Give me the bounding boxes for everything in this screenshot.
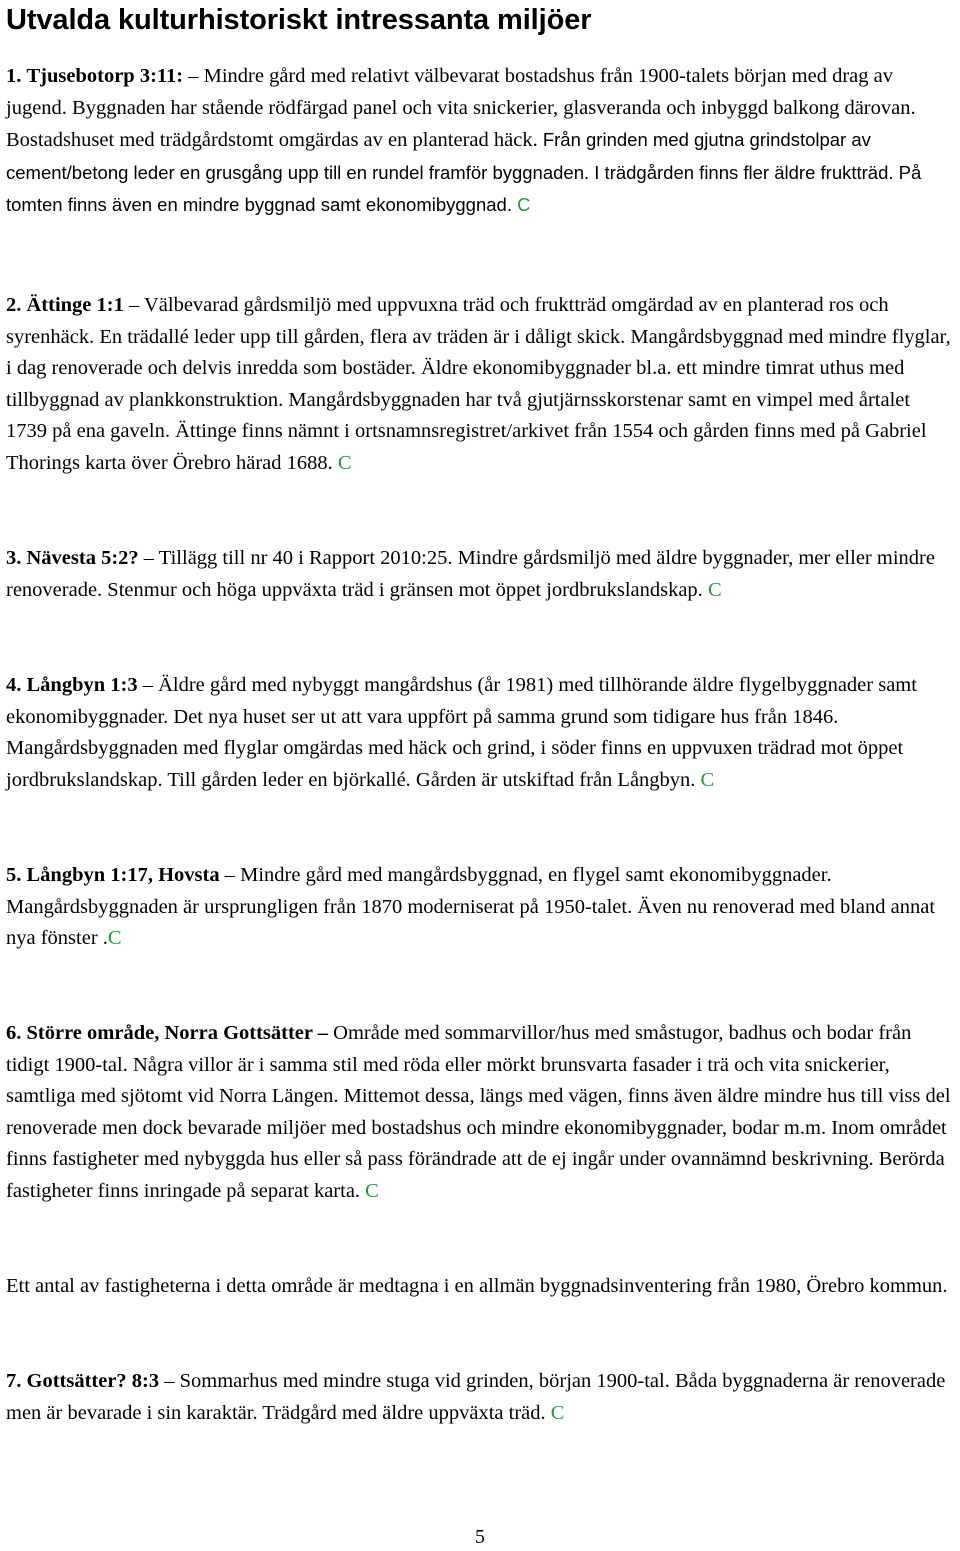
entry-5 [6,860,954,955]
entry-name: Nävesta 5:2? [26,547,139,569]
entry-name: Större område, Norra Gottsätter – [26,1022,329,1044]
entry-3 [6,543,954,606]
document-page [6,0,954,1424]
entry-number: 2. [6,294,22,316]
entry-name: Ättinge 1:1 [26,294,124,316]
entry-text: – Tillägg till nr 40 i Rapport 2010:25. Mindre gårdsmiljö med äldre byggnader, mer eller mindre renoverade. Stenmur och höga uppväxta träd i gränsen mot öppet jordbrukslandskap. [6,547,935,601]
entry-text-continued: Från grinden med gjutna grindstolpar av cement/betong leder en grusgång upp till en rundel framför byggnaden. I trädgården finns fler äldre fruktträd. På tomten finns även en mindre byggnad samt ekonomibyggnad. [6,129,922,215]
entry-number: 7. [6,1370,22,1392]
entry-name: Gottsätter? 8:3 [26,1370,160,1392]
page-number: 5 [475,1526,485,1548]
entry-2 [6,290,954,479]
classification-code: C [550,1401,565,1424]
entry-number: 3. [6,547,22,569]
entry-number: 5. [6,864,22,886]
entry-name: Långbyn 1:3 [26,674,138,696]
entry-text: – Äldre gård med nybyggt mangårdshus (år 1981) med tillhörande äldre flygelbyggnader samt ekonomibyggnader. Det nya huset ser ut att vara uppfört på samma grund som tidigare hus från 1846. Mangårdsbyggnaden med flyglar omgärdas med häck och grind, i söder finns en uppvuxen trädrad mot öppet jordbrukslandskap. Till gården leder en björkallé. Gården är utskiftad från Långbyn. [6,674,917,791]
entry-text: – Välbevarad gårdsmiljö med uppvuxna träd och fruktträd omgärdad av en planterad ros och syrenhäck. En trädallé leder upp till gården, flera av träden är i dåligt skick. Mangårdsbyggnad med mindre flyglar, i dag renoverade och delvis inredda som bostäder. Äldre ekonomibyggnader bl.a. ett mindre timrat uthus med tillbyggnad av plankkonstruktion. Mangårdsbyggnaden har två gjutjärnsskorstenar samt en vimpel med årtalet 1739 på ena gaveln. Ättinge finns nämnt i ortsnamnsregistret/arkivet från 1554 och gården finns med på Gabriel Thorings karta över Örebro härad 1688. [6,294,951,474]
entry-6 [6,1018,954,1207]
entry-text: – Sommarhus med mindre stuga vid grinden, början 1900-tal. Båda byggnaderna är renoverade men är bevarade i sin karaktär. Trädgård med äldre uppväxta träd. [6,1370,946,1424]
entry-number: 6. [6,1022,22,1044]
entry-text: – Mindre gård med mangårdsbyggnad, en flygel samt ekonomibyggnader. Mangårdsbyggnaden är ursprungligen från 1870 moderniserat på 1950-talet. Även nu renoverad med bland annat nya fönster . [6,864,936,949]
entry-text: – Mindre gård med relativt välbevarat bostadshus från 1900-talets början med drag av jugend. Byggnaden har stående rödfärgad panel och vita snickerier, glasveranda och inbyggd balkong därovan. Bostadshuset med trädgårdstomt omgärdas av en planterad häck. [6,65,916,151]
classification-code: C [365,1179,379,1202]
entry-number: 1. [6,65,22,87]
classification-code: C [707,578,722,601]
page-heading: Utvalda kulturhistoriskt intressanta miljöer [6,4,592,36]
classification-code: C [517,194,531,215]
entry-name: Tjusebotorp 3:11: [26,65,184,87]
classification-code: C [337,451,352,474]
classification-code: C [700,768,715,791]
entry-1 [6,61,954,222]
entry-4 [6,670,954,796]
entry-7 [6,1366,954,1429]
entry-6-note: Ett antal av fastigheterna i detta område är medtagna i en allmän byggnadsinventering från 1980, Örebro kommun. [6,1275,948,1297]
entry-number: 4. [6,674,22,696]
entry-name: Långbyn 1:17, Hovsta [26,864,220,886]
entry-text: Område med sommarvillor/hus med småstugor, badhus och bodar från tidigt 1900-tal. Några villor är i samma stil med röda eller mörkt brunsvarta fasader i trä och vita snickerier, samtliga med sjötomt vid Norra Längen. Mittemot dessa, längs med vägen, finns även äldre mindre hus till viss del renoverade men dock bevarade miljöer med bostadshus och mindre ekonomibyggnader, bodar m.m. Inom området finns fastigheter med nybyggda hus eller så pass förändrade att de ej ingår under ovannämnd beskrivning. Berörda fastigheter finns inringade på separat karta. [6,1022,951,1202]
classification-code: C [107,927,122,949]
